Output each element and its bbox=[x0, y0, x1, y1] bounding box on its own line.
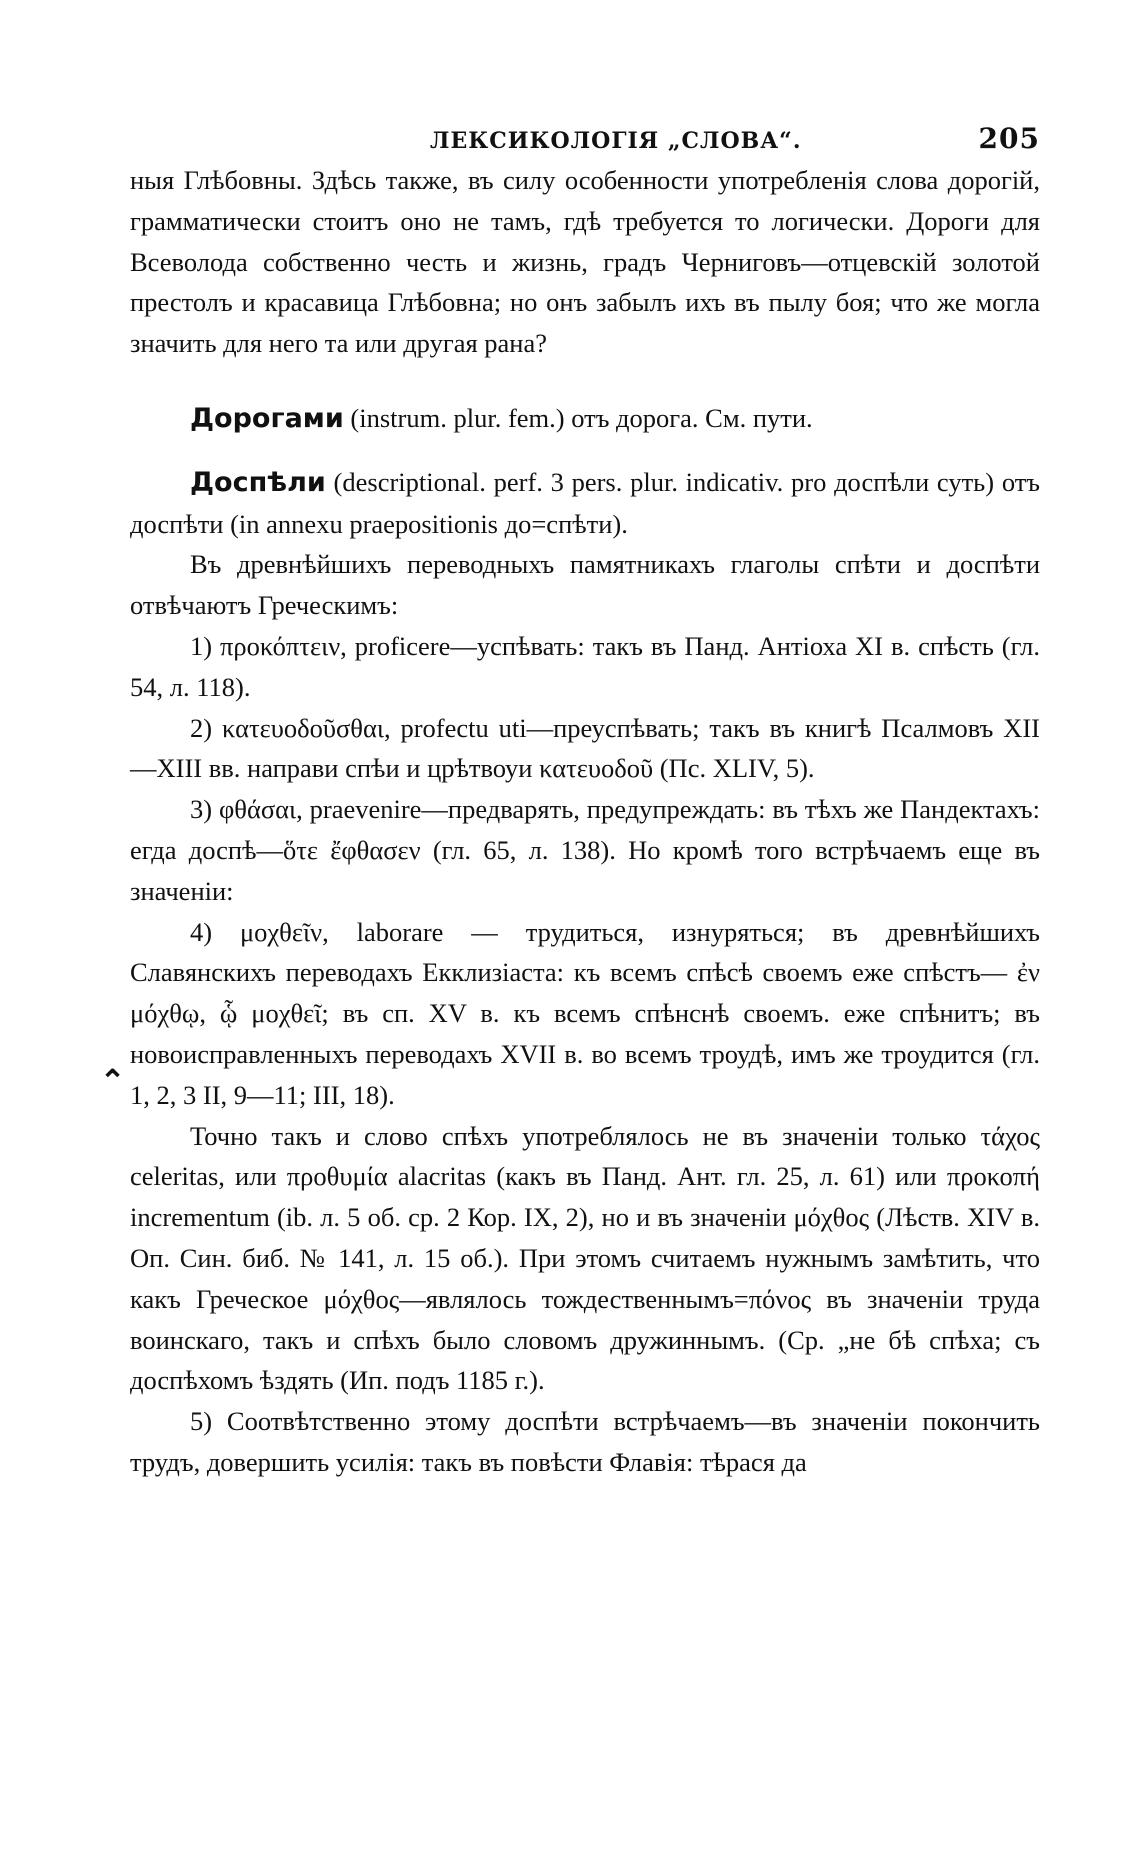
spacer bbox=[130, 364, 1040, 398]
entry-headword: Доспѣли bbox=[190, 466, 326, 498]
running-head bbox=[130, 120, 1040, 160]
entry-headword: Дорогами bbox=[190, 402, 344, 434]
body-paragraph: 5) Соотвѣтственно этому доспѣти встрѣчаемъ—въ значеніи покончить трудъ, довершить усилія: такъ въ повѣсти Флавія: тѣрася да bbox=[130, 1406, 1040, 1477]
body-paragraph: 4) μοχθεῖν, laborare — трудиться, изнуряться; въ древнѣйшихъ Славянскихъ переводахъ Екклизіаста: къ всемъ спѣсѣ своемъ еже спѣстъ— ἐν μόχθῳ, ᾧ μοχθεῖ; въ сп. XV в. къ всемъ спѣнснѣ своемъ. еже спѣнитъ; въ новоисправленныхъ переводахъ XVII в. во всемъ троудѣ, имъ же троудится (гл. 1, 2, 3 II, 9—11; III, 18). bbox=[130, 916, 1040, 1110]
running-title: ЛЕКСИКОЛОГІЯ „СЛОВА“. bbox=[430, 128, 802, 154]
dictionary-entry-dorogami bbox=[130, 398, 1040, 440]
margin-annotation-mark: ⌃ bbox=[100, 1064, 126, 1099]
dictionary-entry-dospeli bbox=[130, 462, 1040, 545]
body-paragraph: 3) φθάσαι, praevenire—предварять, предупреждать: въ тѣхъ же Пандектахъ: егда доспѣ—ὅτε ἔφθασεν (гл. 65, л. 138). Но кромѣ того встрѣчаемъ еще въ значеніи: bbox=[130, 794, 1040, 906]
body-paragraph: 1) προκόπτειν, proficere—успѣвать: такъ въ Панд. Антіоха XI в. спѣсть (гл. 54, л. 118). bbox=[130, 630, 1040, 702]
paragraph-continuation: ныя Глѣбовны. Здѣсь также, въ силу особенности употребленія слова дорогій, грамматически стоитъ оно не тамъ, гдѣ требуется то логически. Дороги для Всеволода собственно честь и жизнь, градъ Черниговъ—отцевскій золотой престолъ и красавица Глѣбовна; но онъ забылъ ихъ въ пылу боя; что же могла значить для него та или другая рана? bbox=[130, 165, 1040, 359]
spacer bbox=[130, 440, 1040, 462]
body-paragraph: Точно такъ и слово спѣхъ употреблялось не въ значеніи только τάχος celeritas, или προθυμία alacritas (какъ въ Панд. Ант. гл. 25, л. 61) или προκοπή incrementum (ib. л. 5 об. ср. 2 Кор. IX, 2), но и въ значеніи μόχθος (Лѣств. XIV в. Оп. Син. биб. № 141, л. 15 об.). При этомъ считаемъ нужнымъ замѣтить, что какъ Греческое μόχθος—являлось тождественнымъ=πόνος въ значеніи труда воинскаго, такъ и спѣхъ было словомъ дружиннымъ. (Ср. „не бѣ спѣха; съ доспѣхомъ ѣздять (Ип. подъ 1185 г.). bbox=[130, 1120, 1040, 1396]
entry-text: (descriptional. perf. 3 pers. plur. indicativ. pro доспѣли суть) отъ доспѣти (in annexu praepositionis до=спѣти). bbox=[130, 466, 1040, 539]
page-number: 205 bbox=[978, 122, 1040, 155]
entry-text: (instrum. plur. fem.) отъ дорога. См. пути. bbox=[343, 402, 813, 433]
body-paragraph: Въ древнѣйшихъ переводныхъ памятникахъ глаголы спѣти и доспѣти отвѣчаютъ Греческимъ: bbox=[130, 549, 1040, 621]
body-paragraph: 2) κατευοδοῦσθαι, profectu uti—преуспѣвать; такъ въ книгѣ Псалмовъ XII—XIII вв. направи спѣи и црѣтвоуи κατευοδοῦ (Пс. XLIV, 5). bbox=[130, 712, 1040, 784]
book-page bbox=[130, 120, 1040, 1483]
